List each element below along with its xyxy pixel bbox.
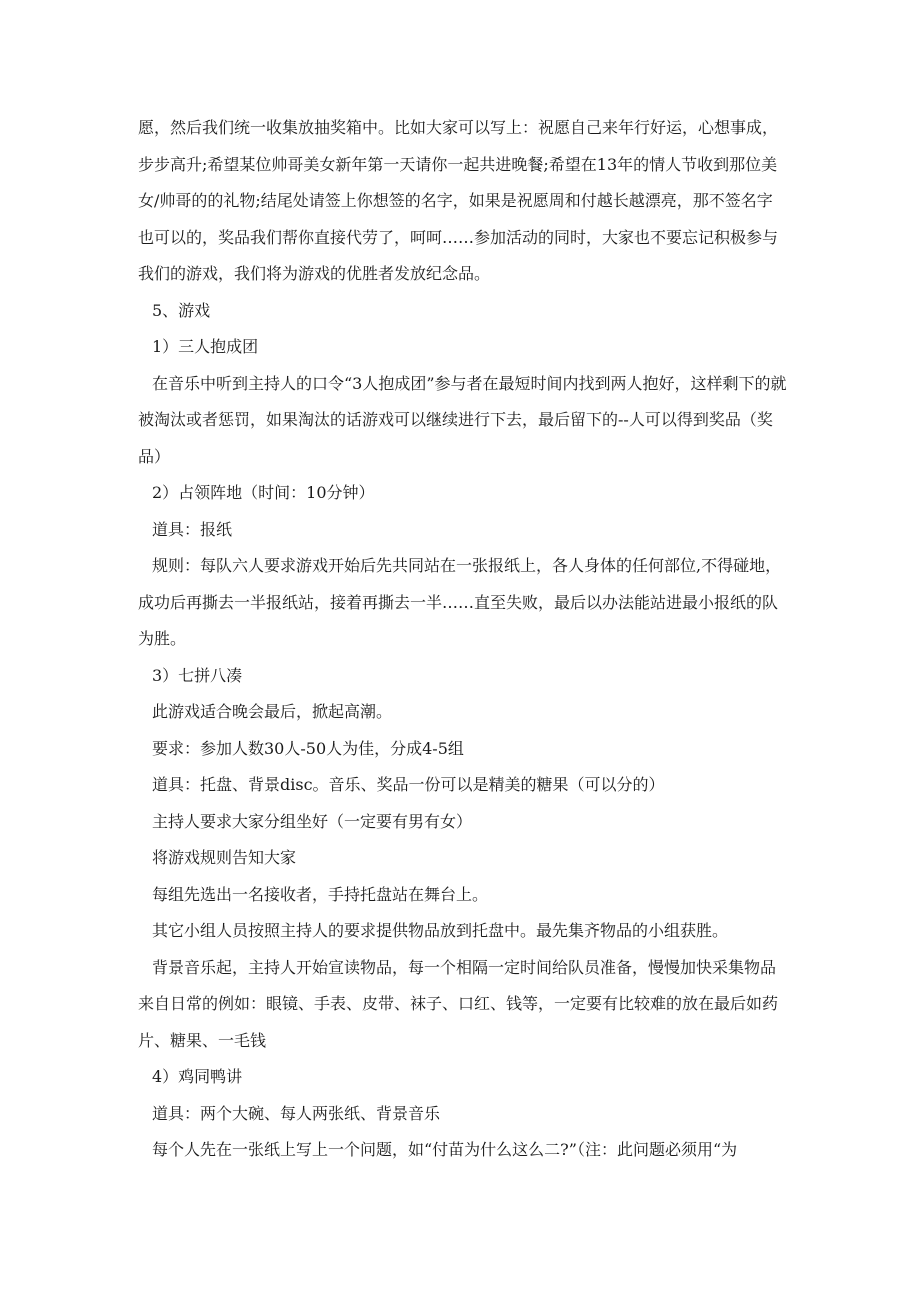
paragraph-item-list: 背景音乐起，主持人开始宣读物品，每一个相隔一定时间给队员准备，慢慢加快采集物品来自日常的例如：眼镜、手表、皮带、袜子、口红、钱等，一定要有比较难的放在最后如药片、糖果、一毛钱	[138, 957, 779, 1050]
paragraph-finale-note: 此游戏适合晚会最后，掀起高潮。	[152, 702, 393, 721]
paragraph-question-writing: 每个人先在一张纸上写上一个问题，如“付苗为什么这么二?”（注：此问题必须用“为	[152, 1140, 738, 1159]
paragraph-requirements: 要求：参加人数30人-50人为佳，分成4-5组	[152, 738, 464, 758]
game-heading-piece-together: 3）七拼八凑	[152, 665, 243, 685]
section-heading-games: 5、游戏	[152, 300, 211, 320]
paragraph-hug-group-rules: 在音乐中听到主持人的口令“3人抱成团”参与者在最短时间内找到两人抱好，这样剩下的就被淘汰或者惩罚，如果淘汰的话游戏可以继续进行下去，最后留下的--人可以得到奖品（奖品）	[138, 373, 787, 466]
paragraph-group-seating: 主持人要求大家分组坐好（一定要有男有女）	[152, 811, 473, 831]
paragraph-occupy-rules: 规则：每队六人要求游戏开始后先共同站在一张报纸上，各人身体的任何部位,不得碰地，成功后再撕去一半报纸站，接着再撕去一半……直至失败，最后以办法能站进最小报纸的队为胜。	[138, 556, 782, 648]
paragraph-wish-instructions: 愿，然后我们统一收集放抽奖箱中。比如大家可以写上：祝愿自己来年行好运，心想事成，步步高升;希望某位帅哥美女新年第一天请你一起共进晚餐;希望在13年的情人节收到那位美女/帅哥的的礼物;结尾处请签上你想签的名字，如果是祝愿周和付越长越漂亮，那不签名字也可以的，奖品我们帮你直接代劳了，呵呵……参加活动的同时，大家也不要忘记积极参与我们的游戏，我们将为游戏的优胜者发放纪念品。	[138, 118, 779, 283]
game-heading-occupy-position: 2）占领阵地（时间：10分钟）	[152, 483, 375, 502]
document-body	[138, 110, 788, 1169]
game-heading-chicken-duck: 4）鸡同鸭讲	[152, 1067, 243, 1086]
paragraph-props-newspaper: 道具：报纸	[152, 519, 233, 539]
paragraph-collect-items: 其它小组人员按照主持人的要求提供物品放到托盘中。最先集齐物品的小组获胜。	[152, 921, 729, 940]
paragraph-props-tray: 道具：托盘、背景disc。音乐、奖品一份可以是精美的糖果（可以分的）	[152, 775, 665, 794]
paragraph-announce-rules: 将游戏规则告知大家	[152, 848, 297, 867]
paragraph-receiver: 每组先选出一名接收者，手持托盘站在舞台上。	[152, 884, 489, 904]
game-heading-hug-group: 1）三人抱成团	[152, 337, 259, 356]
paragraph-props-bowls: 道具：两个大碗、每人两张纸、背景音乐	[152, 1103, 441, 1123]
